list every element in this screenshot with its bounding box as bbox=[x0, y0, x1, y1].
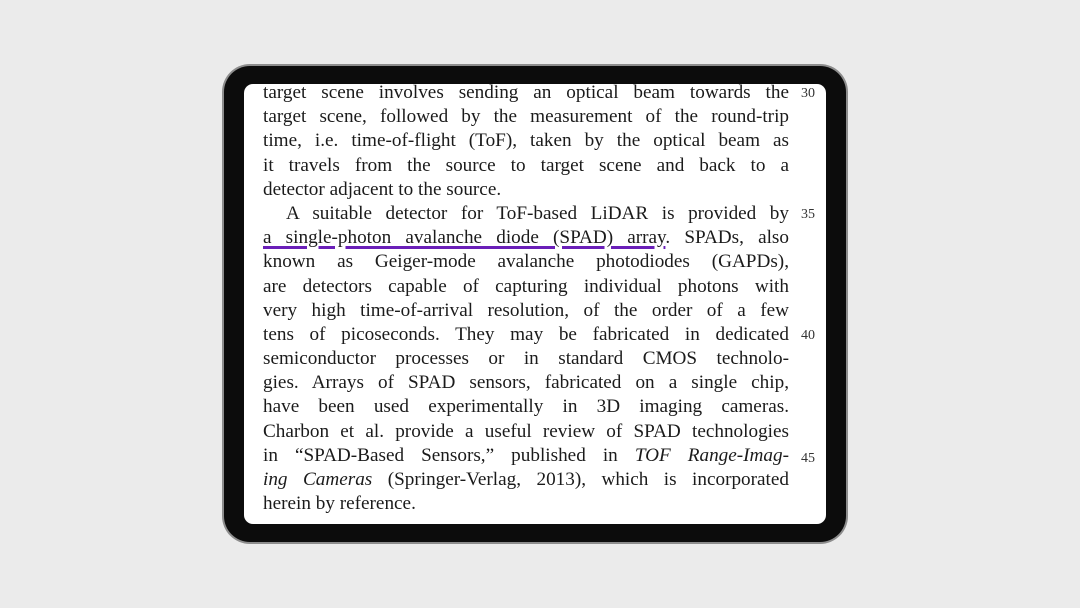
text-line: herein by reference. bbox=[263, 493, 416, 515]
underlined-phrase: a single-photon avalanche diode (SPAD) array bbox=[263, 227, 666, 249]
line-number: 40 bbox=[801, 328, 815, 343]
text-line: have been used experimentally in 3D imaging cameras. bbox=[263, 396, 789, 418]
italic-title: ing Cameras bbox=[263, 469, 373, 490]
line-continuation: (Springer-Verlag, 2013), which is incorporated bbox=[372, 469, 789, 490]
text-line: very high time-of-arrival resolution, of the order of a few bbox=[263, 299, 789, 321]
line-start: in “SPAD-Based Sensors,” published in bbox=[263, 444, 635, 466]
text-line bbox=[263, 444, 789, 468]
text-line: tens of picoseconds. They may be fabricated in dedicated bbox=[263, 323, 789, 345]
text-line bbox=[263, 468, 789, 492]
italic-title: TOF Range-Imag- bbox=[634, 444, 789, 466]
patent-text bbox=[263, 81, 789, 516]
text-line-highlighted bbox=[263, 226, 789, 250]
text-line: semiconductor processes or in standard CMOS technolo- bbox=[263, 348, 789, 370]
line-number: 35 bbox=[801, 207, 815, 222]
text-line: A suitable detector for ToF-based LiDAR is provided by bbox=[286, 202, 789, 224]
text-line: detector adjacent to the source. bbox=[263, 178, 502, 200]
text-line: are detectors capable of capturing individual photons with bbox=[263, 275, 789, 297]
line-continuation: . SPADs, also bbox=[665, 227, 789, 249]
text-line: Charbon et al. provide a useful review of SPAD technologies bbox=[263, 420, 789, 442]
text-line: time, i.e. time-of-flight (ToF), taken by the optical beam as bbox=[263, 130, 789, 152]
text-line: target scene involves sending an optical beam towards the bbox=[263, 82, 789, 103]
line-number: 45 bbox=[801, 451, 815, 466]
line-number: 30 bbox=[801, 86, 815, 101]
text-line: known as Geiger-mode avalanche photodiodes (GAPDs), bbox=[263, 251, 789, 273]
text-line: target scene, followed by the measurement of the round-trip bbox=[263, 106, 789, 128]
text-line: gies. Arrays of SPAD sensors, fabricated on a single chip, bbox=[263, 372, 789, 394]
text-line: it travels from the source to target scene and back to a bbox=[263, 154, 789, 176]
